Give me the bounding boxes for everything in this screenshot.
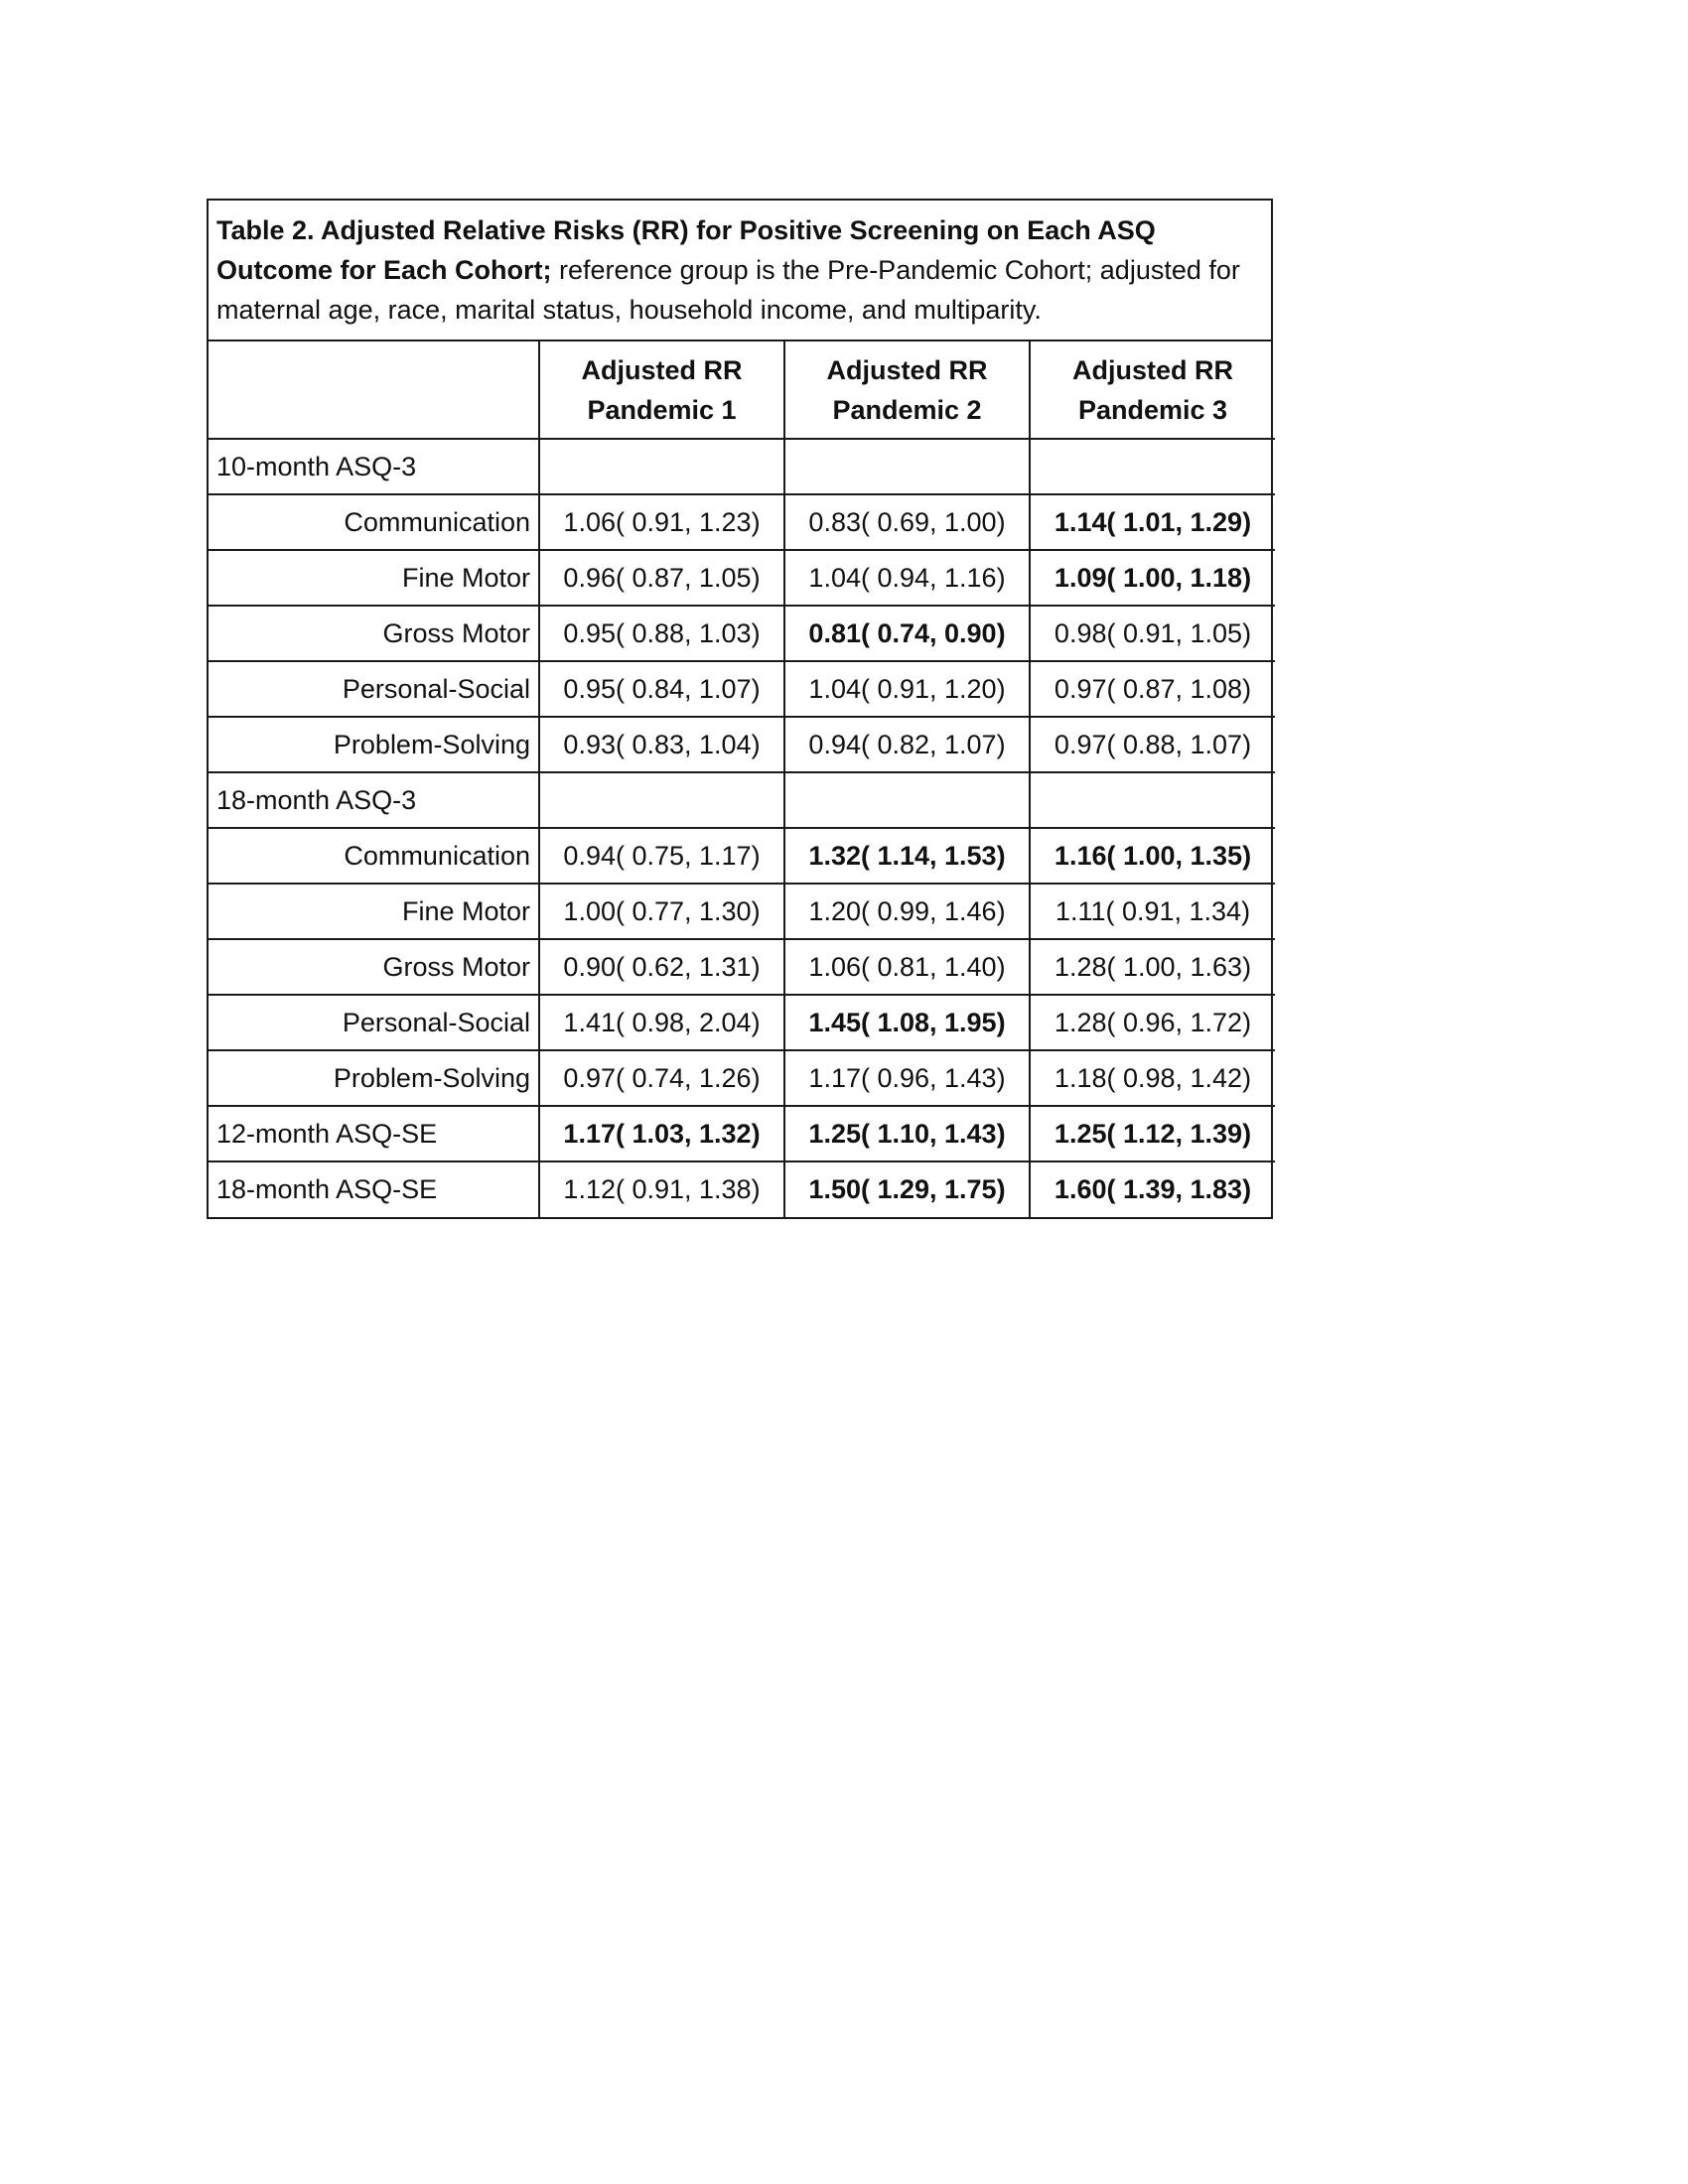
rr-cell-pandemic-1: 1.41( 0.98, 2.04) xyxy=(539,995,784,1050)
rr-cell-pandemic-1: 1.06( 0.91, 1.23) xyxy=(539,494,784,550)
rr-cell-pandemic-3: 1.09( 1.00, 1.18) xyxy=(1030,550,1275,606)
table-row xyxy=(209,717,1275,772)
rr-cell-pandemic-3: 0.97( 0.88, 1.07) xyxy=(1030,717,1275,772)
rr-cell-pandemic-3: 0.98( 0.91, 1.05) xyxy=(1030,606,1275,661)
table-row xyxy=(209,939,1275,995)
rr-cell-pandemic-2: 1.17( 0.96, 1.43) xyxy=(784,1050,1030,1106)
rr-cell-pandemic-2 xyxy=(784,439,1030,494)
outcome-label: Fine Motor xyxy=(209,550,539,606)
header-pandemic-2 xyxy=(784,341,1030,439)
caption-title: Table 2. Adjusted Relative Risks (RR) for Positive Screening on Each ASQ Outcome for Each Cohort; xyxy=(216,215,1156,285)
outcome-label: Personal-Social xyxy=(209,661,539,717)
table-body xyxy=(209,439,1275,1217)
header-pandemic-1 xyxy=(539,341,784,439)
header-line1: Adjusted RR xyxy=(826,354,988,385)
header-row xyxy=(209,341,1275,439)
outcome-label: Problem-Solving xyxy=(209,717,539,772)
rr-cell-pandemic-2: 1.32( 1.14, 1.53) xyxy=(784,828,1030,884)
header-pandemic-3 xyxy=(1030,341,1275,439)
table-row xyxy=(209,995,1275,1050)
table-row xyxy=(209,828,1275,884)
outcome-label: Gross Motor xyxy=(209,939,539,995)
rr-cell-pandemic-1: 0.96( 0.87, 1.05) xyxy=(539,550,784,606)
header-line2: Pandemic 2 xyxy=(832,394,982,425)
rr-cell-pandemic-2 xyxy=(784,772,1030,828)
table-row xyxy=(209,772,1275,828)
rr-cell-pandemic-3: 1.25( 1.12, 1.39) xyxy=(1030,1106,1275,1161)
outcome-label: Problem-Solving xyxy=(209,1050,539,1106)
table-row xyxy=(209,1106,1275,1161)
table-row xyxy=(209,550,1275,606)
rr-cell-pandemic-1 xyxy=(539,772,784,828)
rr-cell-pandemic-1: 1.00( 0.77, 1.30) xyxy=(539,884,784,939)
table-row xyxy=(209,606,1275,661)
section-label: 10-month ASQ-3 xyxy=(209,439,539,494)
header-line1: Adjusted RR xyxy=(1072,354,1233,385)
table-row xyxy=(209,884,1275,939)
rr-cell-pandemic-2: 1.45( 1.08, 1.95) xyxy=(784,995,1030,1050)
rr-cell-pandemic-1: 0.95( 0.84, 1.07) xyxy=(539,661,784,717)
rr-cell-pandemic-2: 1.04( 0.91, 1.20) xyxy=(784,661,1030,717)
rr-cell-pandemic-2: 1.04( 0.94, 1.16) xyxy=(784,550,1030,606)
rr-cell-pandemic-1: 0.94( 0.75, 1.17) xyxy=(539,828,784,884)
rr-cell-pandemic-1: 1.17( 1.03, 1.32) xyxy=(539,1106,784,1161)
rr-cell-pandemic-1: 0.97( 0.74, 1.26) xyxy=(539,1050,784,1106)
table-row xyxy=(209,661,1275,717)
outcome-label: Communication xyxy=(209,828,539,884)
rr-cell-pandemic-2: 0.81( 0.74, 0.90) xyxy=(784,606,1030,661)
rr-cell-pandemic-3: 1.11( 0.91, 1.34) xyxy=(1030,884,1275,939)
rr-cell-pandemic-2: 0.83( 0.69, 1.00) xyxy=(784,494,1030,550)
section-label: 18-month ASQ-3 xyxy=(209,772,539,828)
rr-cell-pandemic-3: 1.18( 0.98, 1.42) xyxy=(1030,1050,1275,1106)
table-row xyxy=(209,1161,1275,1217)
caption-note: reference group is the Pre-Pandemic Cohort; adjusted for maternal age, race, marital status, household income, and multiparity. xyxy=(216,255,1240,325)
rr-cell-pandemic-3: 1.16( 1.00, 1.35) xyxy=(1030,828,1275,884)
rr-cell-pandemic-1: 0.90( 0.62, 1.31) xyxy=(539,939,784,995)
rr-cell-pandemic-3: 1.60( 1.39, 1.83) xyxy=(1030,1161,1275,1217)
rr-cell-pandemic-3 xyxy=(1030,439,1275,494)
header-line1: Adjusted RR xyxy=(581,354,743,385)
table-row xyxy=(209,1050,1275,1106)
outcome-label: Fine Motor xyxy=(209,884,539,939)
section-label: 18-month ASQ-SE xyxy=(209,1161,539,1217)
rr-cell-pandemic-2: 1.20( 0.99, 1.46) xyxy=(784,884,1030,939)
outcome-label: Personal-Social xyxy=(209,995,539,1050)
rr-cell-pandemic-3 xyxy=(1030,772,1275,828)
results-table xyxy=(207,199,1273,1219)
rr-cell-pandemic-1: 1.12( 0.91, 1.38) xyxy=(539,1161,784,1217)
header-empty-cell xyxy=(209,341,539,439)
rr-cell-pandemic-2: 0.94( 0.82, 1.07) xyxy=(784,717,1030,772)
section-label: 12-month ASQ-SE xyxy=(209,1106,539,1161)
header-line2: Pandemic 1 xyxy=(587,394,737,425)
outcome-label: Communication xyxy=(209,494,539,550)
table-row xyxy=(209,439,1275,494)
rr-cell-pandemic-3: 1.14( 1.01, 1.29) xyxy=(1030,494,1275,550)
table-row xyxy=(209,494,1275,550)
rr-cell-pandemic-3: 1.28( 1.00, 1.63) xyxy=(1030,939,1275,995)
rr-cell-pandemic-1 xyxy=(539,439,784,494)
rr-cell-pandemic-1: 0.95( 0.88, 1.03) xyxy=(539,606,784,661)
rr-cell-pandemic-3: 1.28( 0.96, 1.72) xyxy=(1030,995,1275,1050)
rr-cell-pandemic-2: 1.50( 1.29, 1.75) xyxy=(784,1161,1030,1217)
rr-cell-pandemic-3: 0.97( 0.87, 1.08) xyxy=(1030,661,1275,717)
header-line2: Pandemic 3 xyxy=(1077,394,1228,425)
rr-cell-pandemic-1: 0.93( 0.83, 1.04) xyxy=(539,717,784,772)
rr-cell-pandemic-2: 1.25( 1.10, 1.43) xyxy=(784,1106,1030,1161)
rr-table xyxy=(209,341,1275,1217)
table-caption xyxy=(209,201,1271,341)
outcome-label: Gross Motor xyxy=(209,606,539,661)
rr-cell-pandemic-2: 1.06( 0.81, 1.40) xyxy=(784,939,1030,995)
